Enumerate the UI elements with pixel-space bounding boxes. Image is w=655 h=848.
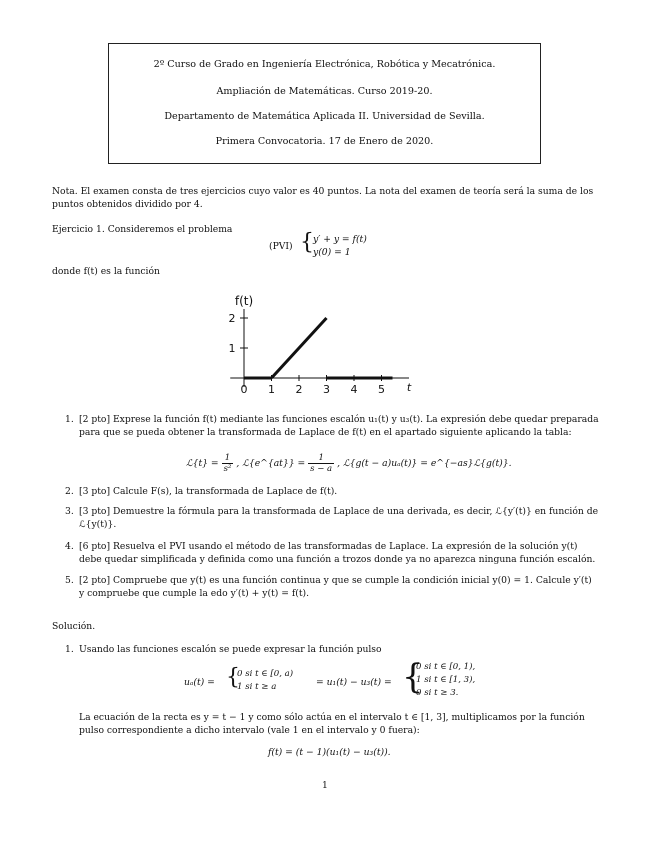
item-4-text-2: debe quedar simplificada y definida como una función a trozos donde ya no aparezca ninguna función escalón. — [79, 554, 596, 565]
ua-case-1: 0 si t ∈ [0, a) — [237, 669, 294, 679]
page-number: 1 — [322, 780, 328, 791]
final-equation: f(t) = (t − 1)(u₁(t) − u₃(t)). — [268, 747, 391, 758]
solucion-label: Solución. — [52, 621, 96, 632]
function-graph — [220, 278, 430, 400]
y-tick-label: 1 — [228, 342, 236, 355]
formula-part-2: , ℒ{e^{at}} = — [236, 458, 306, 469]
item-1-text-2: para que se pueda obtener la transformada de Laplace de f(t) en el apartado siguiente aplicando la tabla: — [79, 427, 572, 438]
frac-2-den: s − a — [310, 464, 333, 474]
item-5-text-1: [2 pto] Compruebe que y(t) es una función continua y que se cumple la condición inicial y(0) = 1. Calcule y′(t) — [79, 575, 592, 586]
pulse-case-1: 0 si t ∈ [0, 1), — [416, 662, 476, 672]
item-2-num: 2. — [65, 486, 74, 497]
nota-label: Nota. — [52, 186, 78, 197]
y-tick-label: 2 — [228, 312, 236, 325]
formula-part-3: , ℒ{g(t − a)uₐ(t)} = e^{−as}ℒ{g(t)}. — [337, 458, 512, 469]
x-axis-label: t — [406, 381, 412, 394]
ejercicio-label: Ejercicio 1. — [52, 224, 105, 235]
y-axis-label: f(t) — [234, 294, 254, 308]
solucion-item-1-text: Usando las funciones escalón se puede expresar la función pulso — [79, 644, 382, 655]
nota-text-2: puntos obtenidos dividido por 4. — [52, 199, 203, 210]
x-tick-label: 2 — [295, 383, 303, 396]
header-line-1: 2º Curso de Grado en Ingeniería Electrónica, Robótica y Mecatrónica. — [153, 59, 496, 70]
ejercicio-intro: Consideremos el problema — [107, 224, 233, 235]
pulse-case-2: 1 si t ∈ [1, 3), — [416, 675, 476, 685]
item-5-text-2: y compruebe que cumple la edo y′(t) + y(t) = f(t). — [79, 588, 310, 599]
frac-1 — [222, 453, 234, 474]
pvi-eq-1: y′ + y = f(t) — [313, 234, 367, 245]
pvi-label: (PVI) — [269, 241, 293, 252]
table-formula — [186, 453, 512, 474]
recta-line-1: La ecuación de la recta es y = t − 1 y como sólo actúa en el intervalo t ∈ [1, 3], multiplicamos por la función — [79, 712, 585, 723]
frac-1-num: 1 — [224, 453, 231, 463]
frac-2-num: 1 — [318, 453, 324, 463]
item-3-text-1: [3 pto] Demuestre la fórmula para la transformada de Laplace de una derivada, es decir, ℒ{y′(t)} en función de — [79, 506, 599, 517]
header-box — [108, 43, 541, 164]
solucion-item-1-num: 1. — [65, 644, 74, 655]
pvi-eq-2: y(0) = 1 — [313, 247, 351, 258]
nota-text-1: El examen consta de tres ejercicios cuyo valor es 40 puntos. La nota del examen de teoría será la suma de los — [80, 186, 594, 197]
item-4-text-1: [6 pto] Resuelva el PVI usando el método de las transformadas de Laplace. La expresión de la solución y(t) — [79, 541, 578, 552]
x-tick-label: 0 — [240, 383, 248, 396]
ua-brace: { — [226, 665, 240, 690]
frac-1-den: s² — [223, 464, 232, 474]
header-line-2: Ampliación de Matemáticas. Curso 2019-20. — [216, 86, 433, 97]
pulse-mid: = u₁(t) − u₃(t) = — [316, 677, 392, 688]
item-3-num: 3. — [65, 506, 74, 517]
formula-part-1: ℒ{t} = — [186, 458, 219, 469]
nota-line-1 — [52, 185, 593, 198]
header-line-4: Primera Convocatoria. 17 de Enero de 2020. — [215, 136, 434, 147]
item-3-text-2: ℒ{y(t)}. — [79, 519, 117, 530]
pvi-brace: { — [300, 230, 314, 255]
recta-line-2: pulso correspondiente a dicho intervalo (vale 1 en el intervalo y 0 fuera): — [79, 725, 420, 736]
x-tick-label: 3 — [323, 383, 330, 396]
item-5-num: 5. — [65, 575, 74, 586]
donde-text: donde f(t) es la función — [52, 266, 160, 277]
frac-2 — [308, 453, 334, 474]
x-tick-label: 4 — [350, 383, 358, 396]
item-1-num: 1. — [65, 414, 74, 425]
ua-lhs: uₐ(t) = — [184, 677, 215, 688]
item-2-text-1: [3 pto] Calcule F(s), la transformada de Laplace de f(t). — [79, 486, 338, 497]
x-tick-label: 5 — [378, 383, 385, 396]
header-line-3: Departamento de Matemática Aplicada II. Universidad de Sevilla. — [164, 111, 485, 122]
ejercicio-heading — [52, 223, 232, 236]
series-segment — [272, 318, 327, 378]
item-4-num: 4. — [65, 541, 74, 552]
pulse-case-3: 0 si t ≥ 3. — [416, 688, 459, 698]
pulse-brace: { — [402, 657, 424, 697]
x-tick-label: 1 — [268, 383, 275, 396]
ua-case-2: 1 si t ≥ a — [237, 682, 277, 692]
item-1-text-1: [2 pto] Exprese la función f(t) mediante las funciones escalón u₁(t) y u₃(t). La expresión debe quedar preparada — [79, 414, 599, 425]
